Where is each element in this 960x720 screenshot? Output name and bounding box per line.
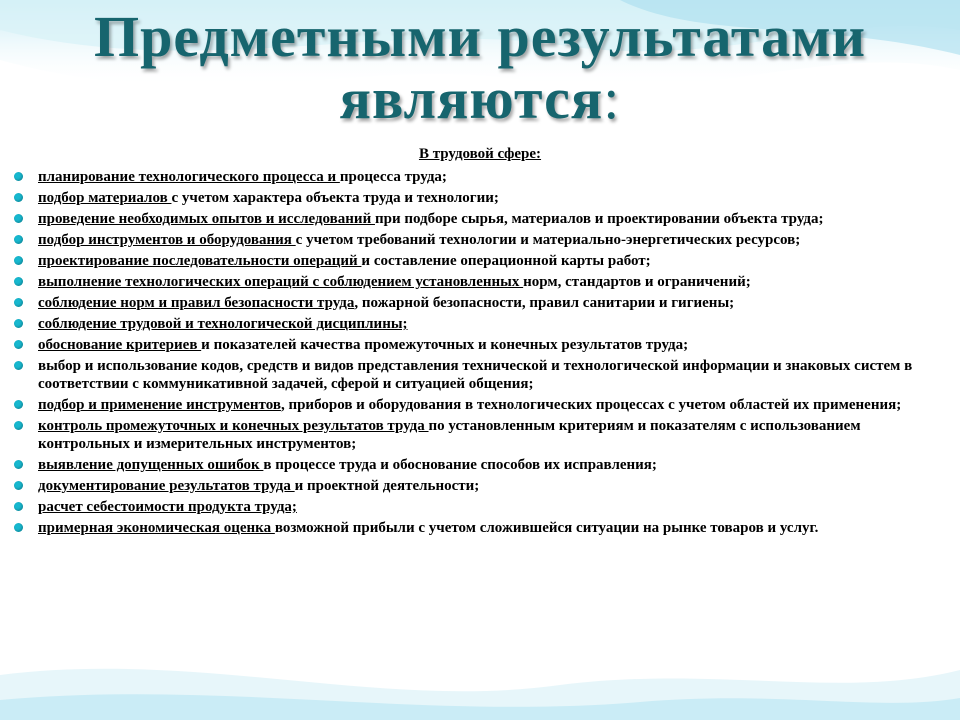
list-item (14, 336, 952, 354)
list-item (14, 294, 952, 312)
list-item-text: с учетом характера объекта труда и технологии; (171, 190, 499, 206)
list-item-underlined-text: обоснование критериев (38, 337, 202, 353)
list-item (14, 456, 952, 474)
list-item-text: и показателей качества промежуточных и конечных результатов труда; (201, 337, 689, 353)
list-item (14, 189, 952, 207)
list-item-underlined-text: подбор инструментов и оборудования (38, 232, 296, 248)
list-item (14, 519, 952, 537)
list-item-text: возможной прибыли с учетом сложившейся ситуации на рынке товаров и услуг. (274, 520, 819, 536)
list-item-underlined-text: планирование технологического процесса и (38, 169, 340, 185)
title-colon: : (603, 66, 621, 131)
list-item (14, 252, 952, 270)
bullet-icon (14, 400, 23, 409)
list-item (14, 498, 952, 516)
list-item-underlined-text: расчет себестоимости продукта труда; (38, 499, 297, 515)
list-item-text: с учетом требований технологии и материально-энергетических ресурсов; (295, 232, 801, 248)
list-item-text: и проектной деятельности; (294, 478, 480, 494)
bullet-icon (14, 460, 23, 469)
list-item-text: при подборе сырья, материалов и проектировании объекта труда; (374, 211, 824, 227)
list-item-underlined-text: выполнение технологических операций с соблюдением установленных (38, 274, 524, 290)
list-item-text: , пожарной безопасности, правил санитарии и гигиены; (354, 295, 735, 311)
section-heading (0, 146, 960, 163)
list-item-underlined-text: контроль промежуточных и конечных результатов труда (38, 418, 429, 434)
list-item-text: норм, стандартов и ограничений; (523, 274, 751, 290)
list-item-text: по установленным критериям и показателям с использованием контрольных и измерительных инструментов; (38, 418, 861, 452)
bullet-icon (14, 298, 23, 307)
bullet-icon (14, 193, 23, 202)
bullet-icon (14, 277, 23, 286)
results-list (14, 168, 952, 540)
bullet-icon (14, 502, 23, 511)
bullet-icon (14, 235, 23, 244)
bullet-icon (14, 319, 23, 328)
bullet-icon (14, 256, 23, 265)
bullet-icon (14, 361, 23, 370)
title-line-2: являются (339, 66, 604, 131)
bullet-icon (14, 172, 23, 181)
list-item-text: процесса труда; (339, 169, 447, 185)
bullet-icon (14, 523, 23, 532)
list-item-underlined-text: проектирование последовательности операций (38, 253, 362, 269)
list-item (14, 396, 952, 414)
list-item-underlined-text: выявление допущенных ошибок (38, 457, 264, 473)
list-item (14, 231, 952, 249)
list-item-text: и составление операционной карты работ; (361, 253, 651, 269)
list-item-text: , приборов и оборудования в технологических процессах с учетом областей их применения; (280, 397, 902, 413)
list-item (14, 477, 952, 495)
list-item (14, 210, 952, 228)
bottom-wave-decoration (0, 580, 960, 720)
title-line-1: Предметными результатами (93, 4, 867, 69)
list-item (14, 417, 952, 453)
list-item-underlined-text: соблюдение трудовой и технологической дисциплины; (38, 316, 408, 332)
list-item-text: в процессе труда и обоснование способов их исправления; (263, 457, 657, 473)
list-item (14, 315, 952, 333)
section-heading-text: В трудовой сфере: (418, 146, 542, 162)
list-item-underlined-text: подбор материалов (38, 190, 172, 206)
list-item-underlined-text: документирование результатов труда (38, 478, 295, 494)
list-item-underlined-text: соблюдение норм и правил безопасности труда (38, 295, 355, 311)
bullet-icon (14, 421, 23, 430)
list-item-underlined-text: примерная экономическая оценка (38, 520, 275, 536)
bullet-icon (14, 481, 23, 490)
list-item-text: выбор и использование кодов, средств и видов представления технической и технологической информации и знаковых систем в соответствии с коммуникативной задачей, сферой и ситуацией общения; (38, 358, 913, 392)
list-item (14, 357, 952, 393)
bullet-icon (14, 214, 23, 223)
list-item-underlined-text: подбор и применение инструментов (38, 397, 281, 413)
list-item-underlined-text: проведение необходимых опытов и исследований (38, 211, 375, 227)
list-item (14, 273, 952, 291)
list-item (14, 168, 952, 186)
slide-title (0, 6, 960, 130)
bullet-icon (14, 340, 23, 349)
